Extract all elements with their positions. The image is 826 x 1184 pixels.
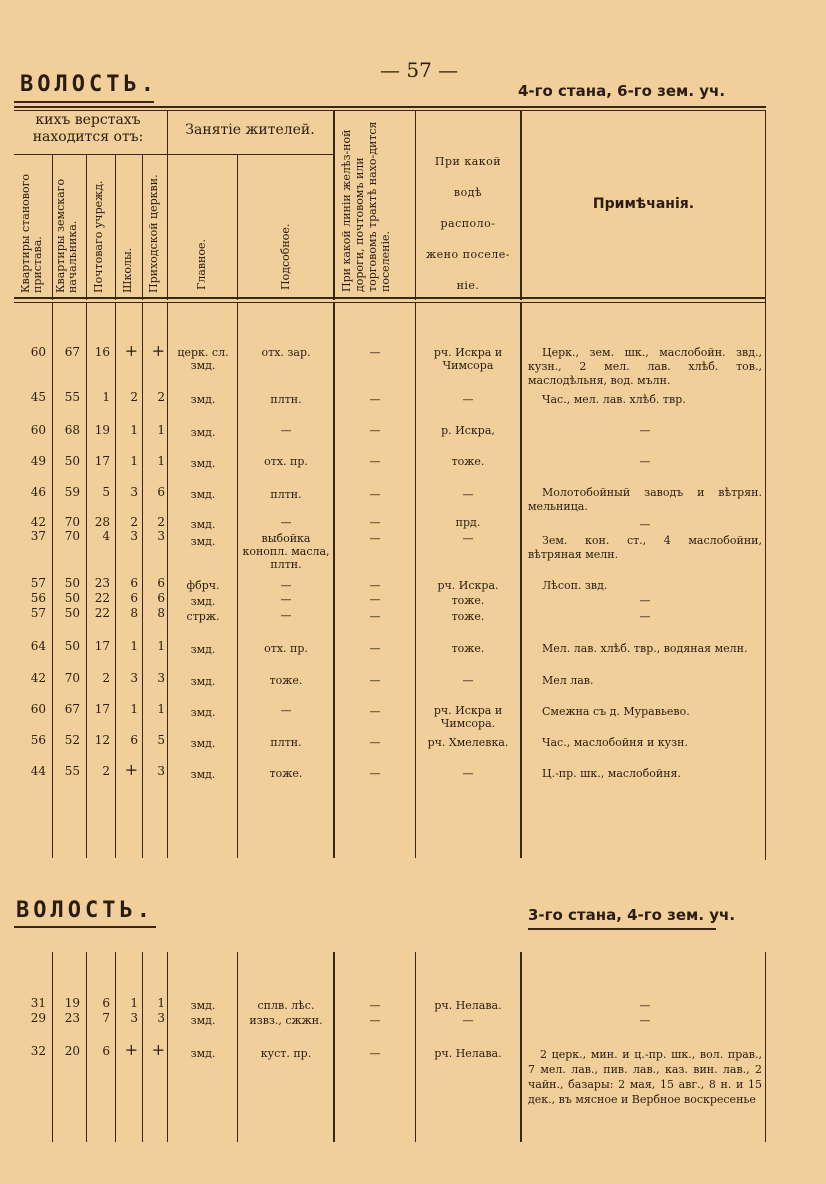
cell-aux: —	[280, 704, 292, 717]
cell-zemsky: 50	[64, 454, 80, 468]
cell-zemsky: 23	[64, 1011, 80, 1025]
cell-water: —	[462, 767, 474, 780]
cell-stanovoy: 49	[30, 454, 46, 468]
cell-note: —	[639, 455, 651, 468]
cell-water: рч. Нелава.	[434, 999, 502, 1012]
cell-stanovoy: 45	[30, 390, 46, 404]
cell-church: 1	[157, 702, 165, 716]
cell-church: 8	[157, 606, 165, 620]
cell-church: 6	[157, 591, 165, 605]
cell-main: змд.	[190, 518, 216, 531]
cell-main: фбрч.	[186, 579, 220, 592]
cell-school: 3	[130, 671, 138, 685]
cell-school: 1	[130, 702, 138, 716]
cell-aux: куст. пр.	[260, 1047, 312, 1060]
cell-post: 5	[102, 485, 110, 499]
cell-post: 6	[102, 1044, 110, 1058]
cell-school: 6	[130, 576, 138, 590]
cell-stanovoy: 31	[30, 996, 46, 1010]
cell-aux: —	[280, 424, 292, 437]
cell-note: Ц.-пр. шк., маслобойня.	[542, 767, 681, 780]
occupation-header: Занятіе жителей.	[185, 122, 315, 138]
cell-stanovoy: 42	[30, 515, 46, 529]
cell-water: —	[462, 532, 474, 545]
col-head-school: Школы.	[121, 247, 134, 293]
cell-post: 2	[102, 671, 110, 685]
cell-water: рч. Искра.	[437, 579, 499, 592]
cell-church: 3	[157, 671, 165, 685]
cell-church: 1	[157, 423, 165, 437]
cell-main: змд.	[190, 1047, 216, 1060]
cell-stanovoy: 64	[30, 639, 46, 653]
cell-church: 3	[157, 764, 165, 778]
cell-stanovoy: 56	[30, 591, 46, 605]
cell-zemsky: 67	[64, 345, 80, 359]
cell-main: змд.	[190, 643, 216, 656]
cell-note: Молотобойный заводъ и вѣтрян. мельница.	[528, 486, 762, 513]
cell-aux: отх. пр.	[264, 455, 308, 468]
cell-school: 1	[130, 996, 138, 1010]
cell-aux: выбойка конопл. масла, плтн.	[242, 532, 330, 571]
cell-post: 1	[102, 390, 110, 404]
cell-church: 3	[157, 529, 165, 543]
cell-water: тоже.	[451, 642, 485, 655]
cell-rail: —	[369, 1014, 381, 1027]
cell-rail: —	[369, 736, 381, 749]
distance-header: кихъ верстахъ находится отъ:	[32, 112, 144, 145]
cell-zemsky: 68	[64, 423, 80, 437]
cell-zemsky: 50	[64, 576, 80, 590]
cell-note: —	[639, 610, 651, 623]
cell-water: —	[462, 393, 474, 406]
cell-rail: —	[369, 674, 381, 687]
cell-post: 16	[94, 345, 110, 359]
cell-zemsky: 55	[64, 764, 80, 778]
cell-stanovoy: 60	[30, 345, 46, 359]
section1-title: ВОЛОСТЬ.	[20, 72, 158, 97]
cell-school: 3	[130, 1011, 138, 1025]
cell-aux: отх. зар.	[261, 346, 311, 359]
cell-post: 7	[102, 1011, 110, 1025]
cell-stanovoy: 46	[30, 485, 46, 499]
cell-rail: —	[369, 532, 381, 545]
cell-note: Зем. кон. ст., 4 маслобойни, вѣтряная мелн.	[528, 534, 762, 561]
cell-aux: —	[280, 579, 292, 592]
cell-church: 3	[157, 1011, 165, 1025]
cell-post: 17	[94, 702, 110, 716]
cell-school: 2	[130, 390, 138, 404]
cell-note: —	[639, 999, 651, 1012]
cell-water: рч. Искра и Чимсора	[433, 346, 503, 372]
cell-note: —	[639, 518, 651, 531]
cell-school: 6	[130, 733, 138, 747]
col-head-church: Приходской церкви.	[147, 174, 160, 293]
cell-note: Лѣсоп. звд.	[542, 579, 608, 592]
cell-water: —	[462, 488, 474, 501]
cell-church: 6	[157, 485, 165, 499]
cell-stanovoy: 37	[30, 529, 46, 543]
cell-rail: —	[369, 593, 381, 606]
cell-main: змд.	[190, 1014, 216, 1027]
cell-main: змд.	[190, 999, 216, 1012]
cell-zemsky: 70	[64, 515, 80, 529]
cell-school: 3	[130, 485, 138, 499]
cell-church: +	[151, 1040, 165, 1059]
cell-church: 1	[157, 454, 165, 468]
cell-school: +	[124, 341, 138, 360]
cell-rail: —	[369, 455, 381, 468]
cell-post: 17	[94, 639, 110, 653]
cell-school: 1	[130, 423, 138, 437]
cell-rail: —	[369, 767, 381, 780]
cell-water: —	[462, 1014, 474, 1027]
cell-stanovoy: 60	[30, 423, 46, 437]
cell-post: 12	[94, 733, 110, 747]
cell-church: 6	[157, 576, 165, 590]
cell-school: +	[124, 760, 138, 779]
cell-stanovoy: 60	[30, 702, 46, 716]
cell-water: тоже.	[451, 594, 485, 607]
cell-school: 3	[130, 529, 138, 543]
cell-stanovoy: 57	[30, 606, 46, 620]
cell-church: 2	[157, 515, 165, 529]
cell-aux: —	[280, 516, 292, 529]
cell-church: 1	[157, 996, 165, 1010]
cell-zemsky: 50	[64, 606, 80, 620]
section1-subtitle: 4-го стана, 6-го зем. уч.	[518, 82, 726, 100]
cell-note: Мел. лав. хлѣб. твр., водяная мелн.	[542, 642, 748, 655]
cell-post: 28	[94, 515, 110, 529]
cell-aux: отх. пр.	[264, 642, 308, 655]
cell-stanovoy: 44	[30, 764, 46, 778]
cell-aux: извз., сжжн.	[249, 1014, 323, 1027]
cell-stanovoy: 29	[30, 1011, 46, 1025]
cell-rail: —	[369, 610, 381, 623]
cell-aux: —	[280, 609, 292, 622]
section2-subtitle: 3-го стана, 4-го зем. уч.	[528, 906, 736, 924]
cell-main: змд.	[190, 393, 216, 406]
cell-post: 22	[94, 606, 110, 620]
cell-aux: тоже.	[269, 767, 303, 780]
cell-water: р. Искра,	[441, 424, 495, 437]
water-header: При какой водѣ располо-жено поселе-ніе.	[426, 155, 510, 292]
cell-rail: —	[369, 516, 381, 529]
cell-church: 2	[157, 390, 165, 404]
cell-main: змд.	[190, 675, 216, 688]
cell-zemsky: 59	[64, 485, 80, 499]
cell-rail: —	[369, 705, 381, 718]
cell-zemsky: 70	[64, 529, 80, 543]
cell-water: тоже.	[451, 610, 485, 623]
cell-zemsky: 50	[64, 639, 80, 653]
col-head-zemsky: Квартиры земскаго начальника.	[54, 178, 79, 293]
cell-main: змд.	[190, 706, 216, 719]
cell-zemsky: 52	[64, 733, 80, 747]
cell-note: —	[639, 1014, 651, 1027]
cell-water: рч. Искра и Чимсора.	[433, 704, 503, 730]
cell-main: церк. сл. змд.	[177, 346, 229, 372]
cell-note: —	[639, 424, 651, 437]
cell-water: рч. Хмелевка.	[427, 736, 509, 749]
cell-stanovoy: 32	[30, 1044, 46, 1058]
cell-zemsky: 19	[64, 996, 80, 1010]
cell-note: —	[639, 594, 651, 607]
cell-note: Церк., зем. шк., маслобойн. звд., кузн., 2 мел. лав. хлѣб. тов., маслодѣльня, вод. мълн.	[528, 346, 762, 387]
cell-school: +	[124, 1040, 138, 1059]
cell-rail: —	[369, 999, 381, 1012]
cell-note: 2 церк., мин. и ц.-пр. шк., вол. прав., 7 мел. лав., пив. лав., каз. вин. лав., 2 чайн., базары: 2 мая, 15 авг., 8 н. и 15 дек., въ мясное и Вербное воскресенье	[528, 1048, 762, 1106]
cell-aux: плтн.	[270, 488, 302, 501]
cell-post: 17	[94, 454, 110, 468]
cell-church: 5	[157, 733, 165, 747]
cell-note: Смежна съ д. Муравьево.	[542, 705, 690, 718]
col-head-main: Главное.	[195, 239, 208, 290]
cell-rail: —	[369, 1047, 381, 1060]
section2-title: ВОЛОСТЬ.	[16, 898, 154, 923]
cell-aux: тоже.	[269, 674, 303, 687]
cell-school: 1	[130, 454, 138, 468]
cell-water: прд.	[455, 516, 481, 529]
col-head-aux: Подсобное.	[279, 223, 292, 290]
cell-zemsky: 55	[64, 390, 80, 404]
cell-aux: плтн.	[270, 393, 302, 406]
cell-main: змд.	[190, 595, 216, 608]
cell-water: тоже.	[451, 455, 485, 468]
col-head-post: Почтоваго учрежд.	[92, 180, 105, 293]
cell-stanovoy: 56	[30, 733, 46, 747]
cell-zemsky: 50	[64, 591, 80, 605]
cell-aux: сплв. лѣс.	[257, 999, 315, 1012]
cell-zemsky: 70	[64, 671, 80, 685]
cell-main: змд.	[190, 426, 216, 439]
cell-church: 1	[157, 639, 165, 653]
cell-rail: —	[369, 642, 381, 655]
cell-note: Мел лав.	[542, 674, 594, 687]
cell-note: Час., маслобойня и кузн.	[542, 736, 688, 749]
railway-header: При какой линіи желѣз-ной дороги, почтовомъ или торговомъ трактѣ нахо-дится поселеніе.	[340, 121, 392, 292]
cell-post: 6	[102, 996, 110, 1010]
cell-post: 22	[94, 591, 110, 605]
cell-note: Час., мел. лав. хлѣб. твр.	[542, 393, 686, 406]
cell-main: змд.	[190, 768, 216, 781]
cell-rail: —	[369, 346, 381, 359]
cell-school: 2	[130, 515, 138, 529]
cell-rail: —	[369, 424, 381, 437]
cell-school: 1	[130, 639, 138, 653]
cell-main: змд.	[190, 457, 216, 470]
cell-stanovoy: 57	[30, 576, 46, 590]
cell-post: 4	[102, 529, 110, 543]
cell-main: змд.	[190, 535, 216, 548]
cell-rail: —	[369, 579, 381, 592]
cell-aux: плтн.	[270, 736, 302, 749]
cell-aux: —	[280, 593, 292, 606]
cell-school: 8	[130, 606, 138, 620]
cell-post: 23	[94, 576, 110, 590]
notes-header: Примѣчанія.	[592, 196, 695, 212]
cell-zemsky: 67	[64, 702, 80, 716]
col-head-stanovoy: Квартиры станового пристава.	[19, 174, 44, 293]
cell-main: змд.	[190, 737, 216, 750]
cell-stanovoy: 42	[30, 671, 46, 685]
cell-water: рч. Нелава.	[434, 1047, 502, 1060]
cell-water: —	[462, 674, 474, 687]
cell-rail: —	[369, 488, 381, 501]
cell-church: +	[151, 341, 165, 360]
cell-main: змд.	[190, 488, 216, 501]
cell-school: 6	[130, 591, 138, 605]
cell-rail: —	[369, 393, 381, 406]
page-number: — 57 —	[380, 58, 459, 82]
cell-zemsky: 20	[64, 1044, 80, 1058]
cell-main: стрж.	[186, 610, 220, 623]
cell-post: 2	[102, 764, 110, 778]
cell-post: 19	[94, 423, 110, 437]
